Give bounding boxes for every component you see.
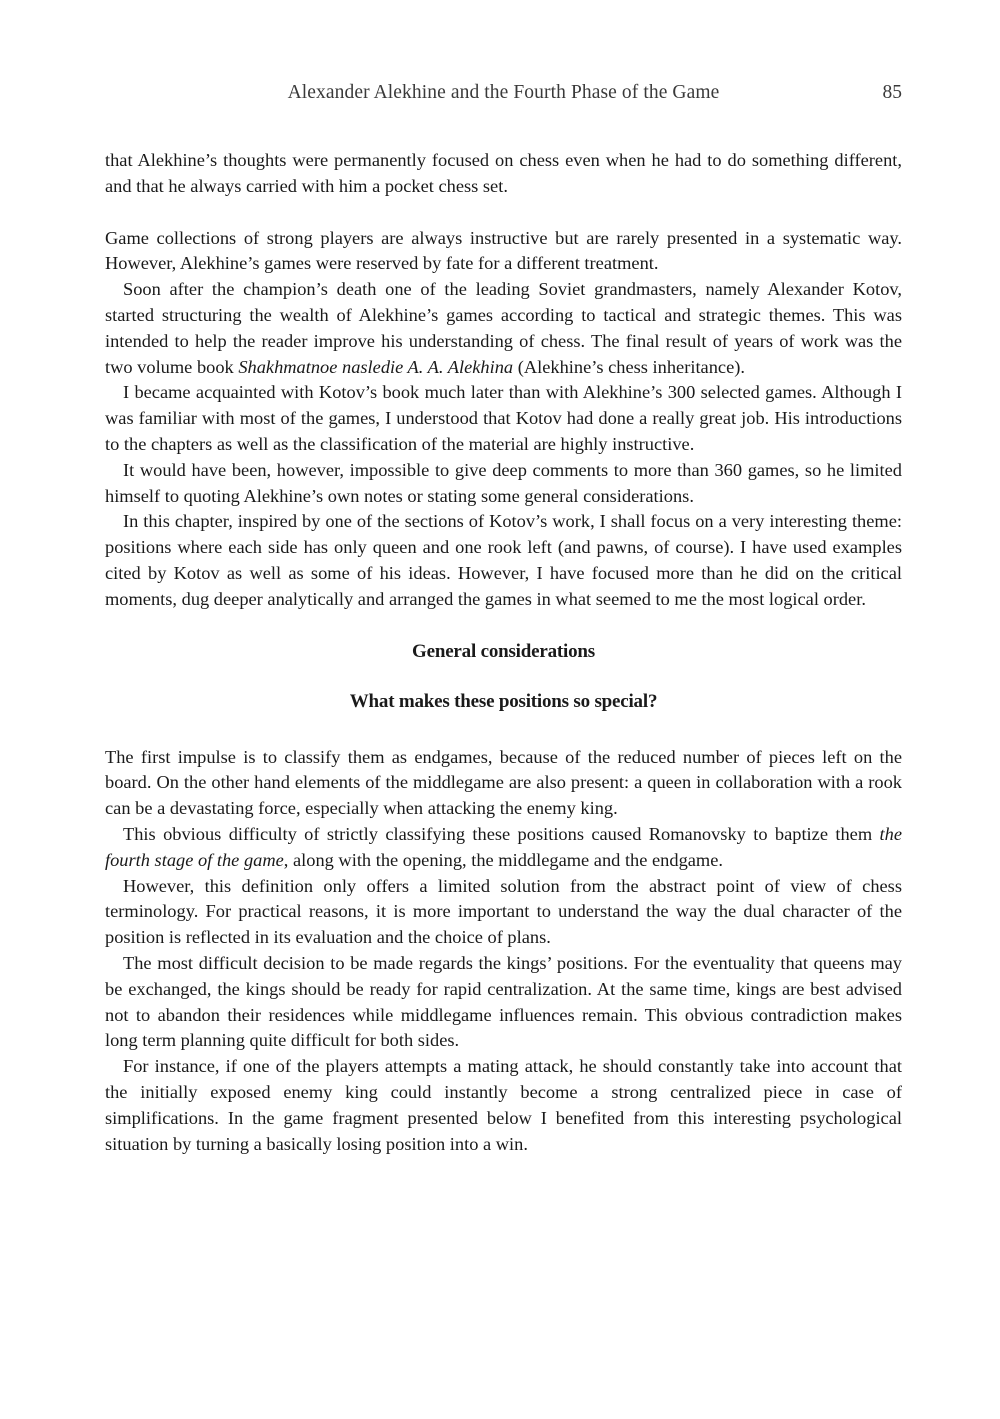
paragraph-text: Soon after the champion’s death one of the leading Soviet grandmasters, namely Alexander Kotov, started structuring the wealth of Alekhine’s games according to tactical and strategic themes. This was intended to help the reader improve his understanding of chess. The final result of years of work was the two volume book bbox=[105, 279, 902, 377]
paragraph: In this chapter, inspired by one of the sections of Kotov’s work, I shall focus on a very interesting theme: positions where each side has only queen and one rook left (and pawns, of course). I have used examples cited by Kotov as well as some of his ideas. However, I have focused more than he did on the critical moments, dug deeper analytically and arranged the games in what seemed to me the most logical order. bbox=[105, 511, 902, 609]
page-body bbox=[105, 148, 902, 1157]
paragraph: The most difficult decision to be made regards the kings’ positions. For the eventuality that queens may be exchanged, the kings should be ready for rapid centralization. At the same time, kings are best advised not to abandon their residences while middlegame influences remain. This obvious contradiction makes long term planning quite difficult for both sides. bbox=[105, 952, 902, 1051]
book-page bbox=[105, 78, 902, 1157]
running-header bbox=[105, 78, 902, 114]
paragraph: It would have been, however, impossible to give deep comments to more than 360 games, so he limited himself to quoting Alekhine’s own notes or stating some general considerations. bbox=[105, 459, 902, 506]
paragraph: that Alekhine’s thoughts were permanently focused on chess even when he had to do something different, and that he always carried with him a pocket chess set. bbox=[105, 150, 902, 196]
paragraph: The first impulse is to classify them as endgames, because of the reduced number of pieces left on the board. On the other hand elements of the middlegame are also present: a queen in collaboration with a rook can be a devastating force, especially when attacking the enemy king. bbox=[105, 746, 902, 819]
paragraph-text: (Alekhine’s chess inheritance). bbox=[513, 356, 745, 377]
paragraph bbox=[105, 822, 902, 874]
running-title: Alexander Alekhine and the Fourth Phase of the Game bbox=[287, 82, 720, 103]
paragraph: Game collections of strong players are always instructive but are rarely presented in a systematic way. However, Alekhine’s games were reserved by fate for a different treatment. bbox=[105, 227, 902, 274]
term-italic: the fourth stage of the game bbox=[105, 823, 902, 870]
book-title-italic: Shakhmatnoe nasledie A. A. Alekhina bbox=[238, 356, 514, 377]
paragraph bbox=[105, 277, 902, 380]
page-number: 85 bbox=[882, 82, 902, 103]
paragraph-text: , along with the opening, the middlegame and the endgame. bbox=[283, 849, 723, 870]
paragraph: However, this definition only offers a limited solution from the abstract point of view of chess terminology. For practical reasons, it is more important to understand the way the dual character of the position is reflected in its evaluation and the choice of plans. bbox=[105, 875, 902, 948]
section-heading: General considerations bbox=[412, 640, 595, 662]
paragraph: I became acquainted with Kotov’s book much later than with Alekhine’s 300 selected games. Although I was familiar with most of the games, I understood that Kotov had done a really great job. His introductions to the chapters as well as the classification of the material are highly instructive. bbox=[105, 382, 902, 454]
paragraph: For instance, if one of the players attempts a mating attack, he should constantly take into account that the initially exposed enemy king could instantly become a strong centralized piece in case of simplifications. In the game fragment presented below I benefited from this interesting psychological situation by turning a basically losing position into a win. bbox=[105, 1056, 902, 1154]
subsection-heading: What makes these positions so special? bbox=[349, 690, 658, 712]
paragraph-text: This obvious difficulty of strictly classifying these positions caused Romanovsky to baptize them bbox=[123, 823, 880, 844]
